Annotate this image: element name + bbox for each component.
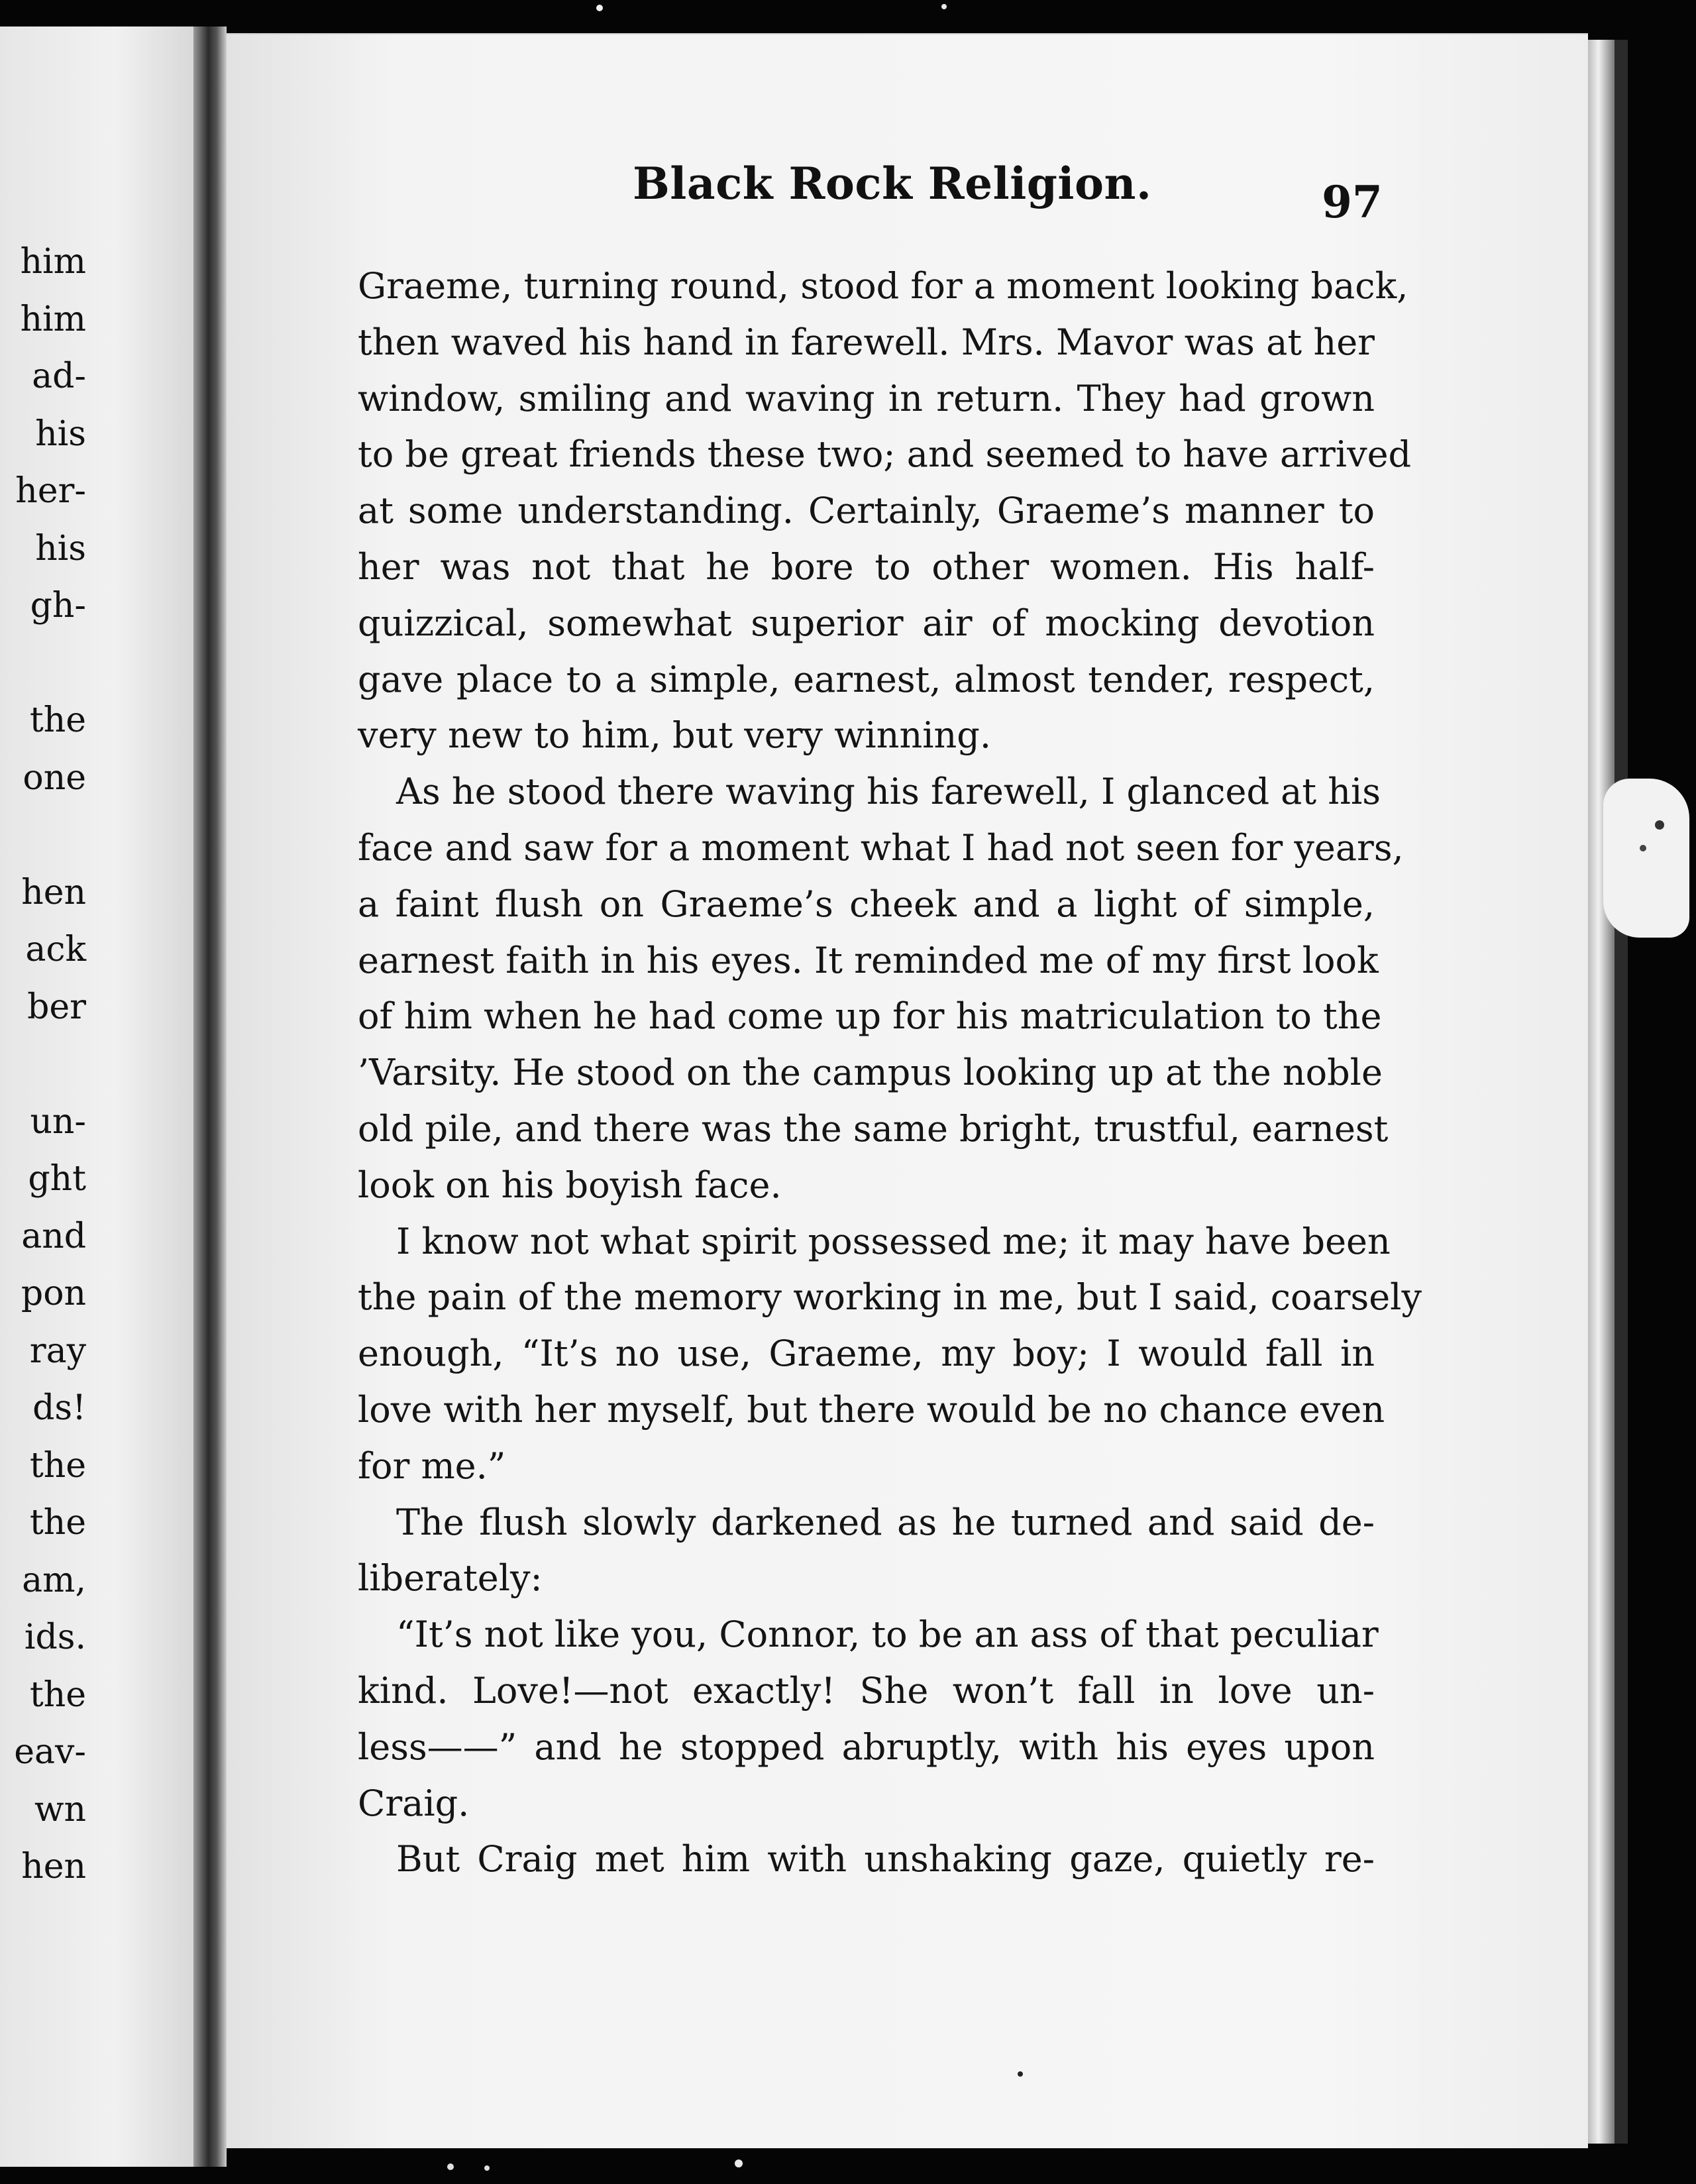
book-gutter	[193, 27, 227, 2167]
text-line: window, smiling and waving in return. They had grown	[358, 377, 1375, 419]
text-line: face and saw for a moment what I had not seen for years,	[358, 826, 1404, 869]
left-page-line-fragment: wn	[34, 1789, 86, 1829]
left-page-line-fragment: ght	[28, 1159, 86, 1199]
left-page-line-fragment: am,	[22, 1560, 86, 1600]
text-line: to be great friends these two; and seemed to have arrived	[358, 433, 1412, 476]
text-line: quizzical, somewhat superior air of mocking devotion	[358, 602, 1375, 644]
text-line: old pile, and there was the same bright, trustful, earnest	[358, 1107, 1389, 1150]
text-line: kind. Love!—not exactly! She won’t fall in love un-	[358, 1669, 1375, 1712]
left-page-line-fragment: hen	[21, 872, 86, 912]
left-page-line-fragment: one	[23, 757, 86, 798]
left-page-line-fragment: ber	[27, 987, 86, 1027]
text-line: less——” and he stopped abruptly, with his eyes upon	[358, 1725, 1375, 1768]
paragraph	[358, 1214, 1422, 1495]
text-line: then waved his hand in farewell. Mrs. Mavor was at her	[358, 321, 1375, 363]
running-head: Black Rock Religion.	[633, 158, 1152, 209]
text-line: very new to him, but very winning.	[358, 714, 992, 757]
page-number: 97	[1322, 176, 1383, 228]
text-line: look on his boyish face.	[358, 1164, 782, 1206]
left-page	[0, 27, 193, 2167]
text-line: Graeme, turning round, stood for a moment looking back,	[358, 265, 1408, 307]
left-page-line-fragment: the	[29, 1674, 86, 1715]
text-line: liberately:	[358, 1557, 543, 1600]
left-page-line-fragment: his	[35, 413, 86, 454]
left-page-line-fragment: un-	[30, 1101, 86, 1142]
left-page-line-fragment: ray	[29, 1331, 86, 1371]
text-line: But Craig met him with unshaking gaze, quietly re-	[396, 1838, 1375, 1881]
left-page-line-fragment: ad-	[32, 356, 86, 396]
text-line: for me.”	[358, 1445, 506, 1487]
left-page-line-fragment: the	[29, 1503, 86, 1543]
left-page-line-fragment: pon	[21, 1274, 86, 1313]
text-line: gave place to a simple, earnest, almost tender, respect,	[358, 658, 1375, 700]
text-line: “It’s not like you, Connor, to be an ass of that peculiar	[396, 1613, 1379, 1656]
left-page-line-fragment: his	[35, 528, 86, 569]
paragraph	[358, 1495, 1375, 1608]
paragraph	[358, 1831, 1375, 1888]
left-page-line-fragment: him	[20, 299, 86, 339]
text-line: love with her myself, but there would be no chance even	[358, 1388, 1385, 1431]
left-page-line-fragment: gh-	[30, 586, 86, 626]
left-page-line-fragment: and	[21, 1216, 86, 1256]
left-page-line-fragment: ids.	[24, 1617, 86, 1657]
left-page-line-fragment: the	[29, 1445, 86, 1486]
paragraph	[358, 258, 1412, 764]
paragraph	[358, 764, 1404, 1213]
text-line: I know not what spirit possessed me; it may have been	[396, 1220, 1391, 1262]
body-text	[358, 258, 1422, 1888]
text-line: The flush slowly darkened as he turned and said de-	[396, 1501, 1375, 1543]
left-page-line-fragment: him	[20, 242, 86, 282]
text-line: As he stood there waving his farewell, I glanced at his	[396, 771, 1381, 813]
left-page-line-fragment: ack	[25, 930, 86, 969]
text-line: at some understanding. Certainly, Graeme’s manner to	[358, 490, 1375, 532]
text-line: Craig.	[358, 1782, 470, 1824]
text-line: her was not that he bore to other women. His half-	[358, 545, 1375, 588]
left-page-line-fragment: ds!	[32, 1388, 86, 1428]
page-edge	[1588, 40, 1615, 2144]
text-line: of him when he had come up for his matriculation to the	[358, 995, 1382, 1038]
text-line: the pain of the memory working in me, but I said, coarsely	[358, 1276, 1422, 1319]
left-page-line-fragment: the	[29, 700, 86, 740]
left-page-line-fragment: eav-	[14, 1732, 86, 1772]
text-line: ’Varsity. He stood on the campus looking up at the noble	[358, 1052, 1383, 1094]
text-line: earnest faith in his eyes. It reminded me of my first look	[358, 939, 1379, 981]
left-page-line-fragment: hen	[21, 1847, 86, 1886]
text-line: a faint flush on Graeme’s cheek and a light of simple,	[358, 883, 1375, 925]
page-edge-shadow	[1615, 40, 1628, 2144]
paragraph	[358, 1607, 1379, 1831]
torn-paper-scrap	[1603, 779, 1689, 938]
text-line: enough, “It’s no use, Graeme, my boy; I would fall in	[358, 1333, 1375, 1375]
left-page-line-fragment: her-	[15, 471, 86, 511]
